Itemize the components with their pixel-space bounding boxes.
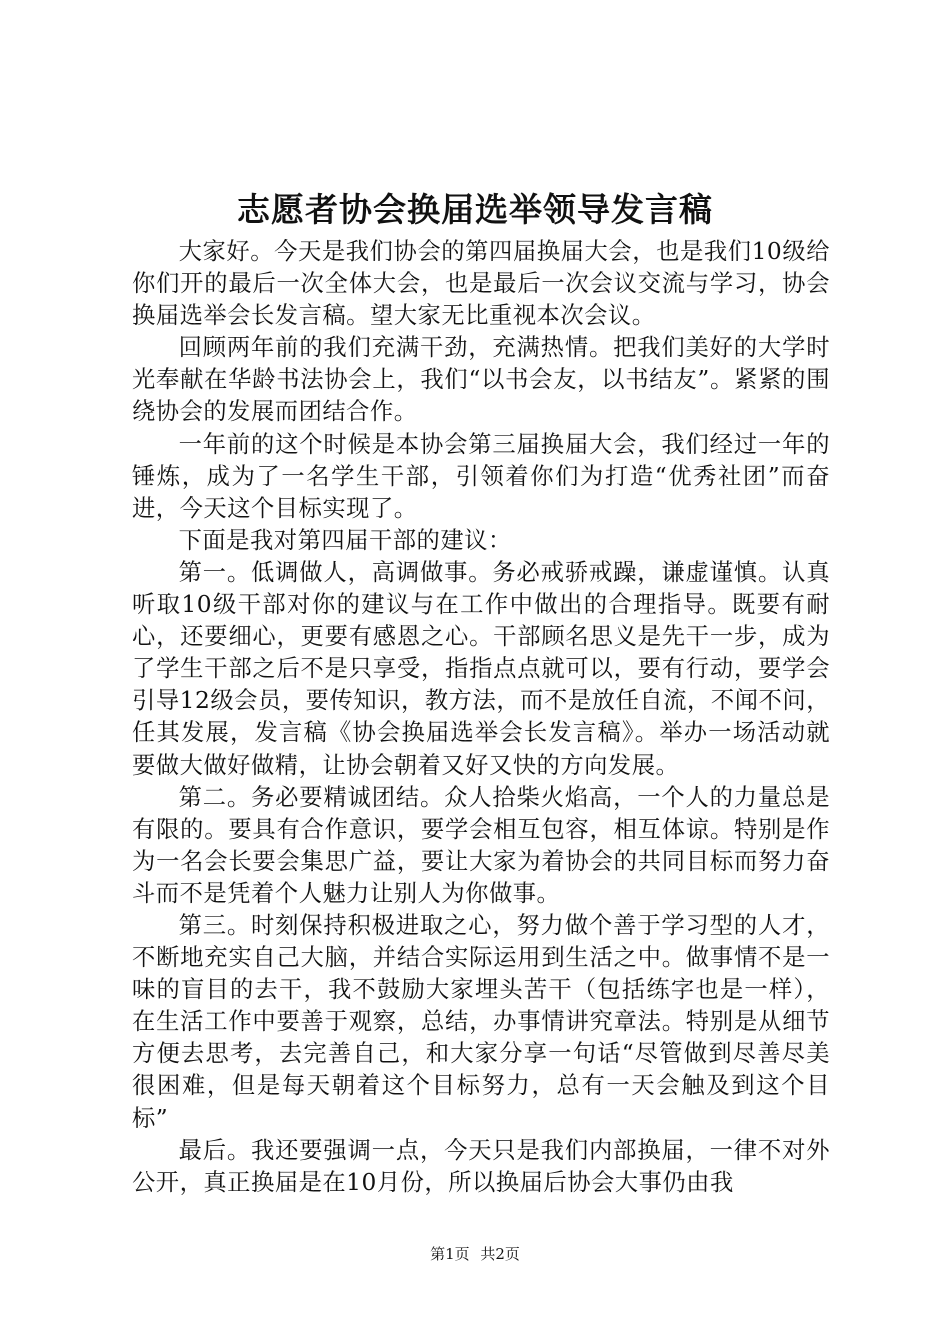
paragraph: 最后。我还要强调一点，今天只是我们内部换届，一律不对外公开，真正换届是在10月份，所以换届后协会大事仍由我 [132,1136,830,1196]
paragraph: 第一。低调做人，高调做事。务必戒骄戒躁，谦虚谨慎。认真听取10级干部对你的建议与在工作中做出的合理指导。既要有耐心，还要细心，更要有感恩之心。干部顾名思义是先干一步，成为了学生干部之后不是只享受，指指点点就可以，要有行动，要学会引导12级会员，要传知识，教方法，而不是放任自流，不闻不问，任其发展，发言稿《协会换届选举会长发言稿》。举办一场活动就要做大做好做精，让协会朝着又好又快的方向发展。 [132,558,830,779]
document-body [132,236,830,1199]
page-footer [0,1244,950,1264]
paragraph: 回顾两年前的我们充满干劲，充满热情。把我们美好的大学时光奉献在华龄书法协会上，我们“以书会友，以书结友”。紧紧的围绕协会的发展而团结合作。 [132,334,830,426]
document-title: 志愿者协会换届选举领导发言稿 [237,190,713,229]
paragraph: 大家好。今天是我们协会的第四届换届大会，也是我们10级给你们开的最后一次全体大会，也是最后一次会议交流与学习，协会换届选举会长发言稿。望大家无比重视本次会议。 [132,238,830,330]
paragraph: 下面是我对第四届干部的建议： [178,526,512,554]
paragraph: 一年前的这个时候是本协会第三届换届大会，我们经过一年的锤炼，成为了一名学生干部，引领着你们为打造“优秀社团”而奋进，今天这个目标实现了。 [132,430,830,522]
paragraph: 第二。务必要精诚团结。众人拾柴火焰高，一个人的力量总是有限的。要具有合作意识，要学会相互包容，相互体谅。特别是作为一名会长要会集思广益，要让大家为着协会的共同目标而努力奋斗而不是凭着个人魅力让别人为你做事。 [132,783,830,907]
page-total: 共2页 [480,1245,520,1263]
page-number: 第1页 [430,1245,470,1263]
paragraph: 第三。时刻保持积极进取之心，努力做个善于学习型的人才，不断地充实自己大脑，并结合实际运用到生活之中。做事情不是一味的盲目的去干，我不鼓励大家埋头苦干（包括练字也是一样），在生活工作中要善于观察，总结，办事情讲究章法。特别是从细节方便去思考，去完善自己，和大家分享一句话“尽管做到尽善尽美很困难，但是每天朝着这个目标努力，总有一天会触及到这个目标” [132,911,830,1132]
